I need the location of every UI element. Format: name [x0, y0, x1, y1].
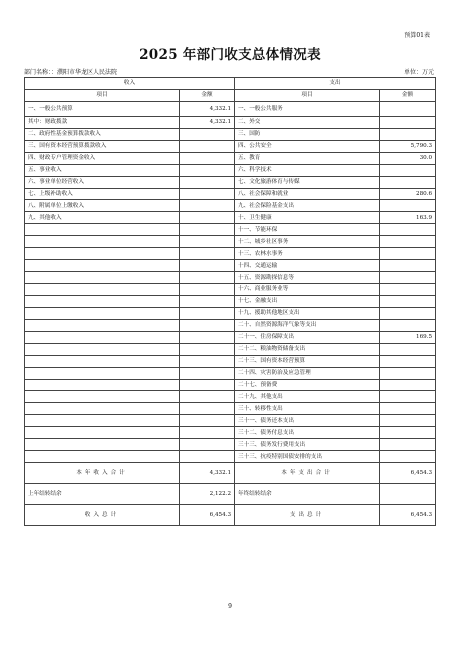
table-row: [25, 188, 436, 200]
table-row: [25, 272, 436, 284]
expense-amount-cell: [380, 248, 436, 260]
expense-item-cell: 二十一、住房保障支出: [235, 331, 380, 343]
expense-amount-cell: 169.5: [380, 331, 436, 343]
expense-item-cell: 二十七、预备费: [235, 379, 380, 391]
income-item-cell: [25, 284, 180, 296]
year-total-row: [25, 463, 436, 484]
income-total-amount: 6,454.3: [180, 505, 235, 526]
expense-item-cell: 十一、节能环保: [235, 224, 380, 236]
income-total-label: 收入总计: [25, 505, 180, 526]
expense-item-cell: 十九、援助其他地区支出: [235, 307, 380, 319]
table-row: [25, 128, 436, 140]
expense-total-amount: 6,454.3: [380, 505, 436, 526]
expense-item-cell: 六、科学技术: [235, 164, 380, 176]
expense-amount-cell: 5,790.3: [380, 140, 436, 152]
expense-amount-cell: [380, 403, 436, 415]
expense-item-cell: 十七、金融支出: [235, 295, 380, 307]
table-body: [25, 101, 436, 462]
expense-amount-cell: [380, 451, 436, 463]
income-item-cell: 八、附属单位上缴收入: [25, 200, 180, 212]
income-amount-cell: [180, 415, 235, 427]
income-item-cell: [25, 307, 180, 319]
income-item-cell: 六、事业单位经营收入: [25, 176, 180, 188]
income-item-cell: [25, 343, 180, 355]
expense-amount-cell: [380, 284, 436, 296]
income-item-cell: [25, 248, 180, 260]
income-amount-cell: [180, 391, 235, 403]
income-item-cell: [25, 451, 180, 463]
income-amount-cell: [180, 355, 235, 367]
expense-amount-cell: [380, 427, 436, 439]
income-header: 收入: [25, 78, 235, 90]
carryover-out-amount: [380, 484, 436, 505]
expense-item-header: 项目: [235, 89, 380, 101]
table-row: [25, 379, 436, 391]
expense-item-cell: 五、教育: [235, 152, 380, 164]
income-amount-cell: [180, 427, 235, 439]
expense-total-label: 支出总计: [235, 505, 380, 526]
income-item-cell: [25, 319, 180, 331]
income-item-cell: [25, 331, 180, 343]
expense-item-cell: 十、卫生健康: [235, 212, 380, 224]
expense-item-cell: 十三、农林水事务: [235, 248, 380, 260]
expense-amount-cell: [380, 116, 436, 128]
expense-amount-cell: [380, 367, 436, 379]
expense-item-cell: 三十三、抗疫特别国债安排的支出: [235, 451, 380, 463]
expense-item-cell: 二十二、粮油物资储备支出: [235, 343, 380, 355]
income-amount-cell: [180, 224, 235, 236]
table-row: [25, 284, 436, 296]
expense-amount-cell: [380, 224, 436, 236]
table-row: [25, 295, 436, 307]
expense-amount-cell: [380, 415, 436, 427]
expense-item-cell: 三十、转移性支出: [235, 403, 380, 415]
expense-amount-cell: 163.9: [380, 212, 436, 224]
year-expense-label: 本年支出合计: [235, 463, 380, 484]
income-amount-cell: [180, 200, 235, 212]
income-amount-cell: [180, 128, 235, 140]
income-amount-cell: 4,332.1: [180, 116, 235, 128]
unit-label: 单位：万元: [403, 69, 434, 76]
expense-item-cell: 八、社会保障和就业: [235, 188, 380, 200]
year-expense-amount: 6,454.3: [380, 463, 436, 484]
income-amount-cell: 4,332.1: [180, 101, 235, 116]
income-amount-cell: [180, 212, 235, 224]
budget-table: [24, 77, 436, 526]
expense-item-cell: 一、一般公共服务: [235, 101, 380, 116]
income-amount-cell: [180, 260, 235, 272]
income-item-cell: [25, 295, 180, 307]
expense-item-cell: 三十一、债务还本支出: [235, 415, 380, 427]
income-item-cell: [25, 379, 180, 391]
income-item-cell: [25, 415, 180, 427]
page-number: 9: [228, 603, 232, 610]
income-amount-cell: [180, 331, 235, 343]
department-name: 部门名称：：濮阳市华龙区人民法院: [24, 69, 118, 76]
table-row: [25, 355, 436, 367]
form-code: 预算01表: [404, 32, 430, 39]
expense-amount-cell: [380, 164, 436, 176]
totals-body: [25, 463, 436, 526]
income-item-cell: 一、一般公共预算: [25, 101, 180, 116]
income-item-cell: [25, 427, 180, 439]
table-row: [25, 367, 436, 379]
expense-amount-cell: [380, 260, 436, 272]
carryover-row: [25, 484, 436, 505]
table-row: [25, 140, 436, 152]
income-item-cell: [25, 391, 180, 403]
expense-item-cell: 十五、资源勘探信息等: [235, 272, 380, 284]
income-amount-cell: [180, 152, 235, 164]
income-amount-cell: [180, 284, 235, 296]
table-row: [25, 212, 436, 224]
expense-item-cell: 三十二、债务付息支出: [235, 427, 380, 439]
expense-amount-cell: [380, 391, 436, 403]
expense-item-cell: 二、外交: [235, 116, 380, 128]
expense-item-cell: 三十三、债务发行费用支出: [235, 439, 380, 451]
table-row: [25, 101, 436, 116]
income-item-header: 项目: [25, 89, 180, 101]
grand-total-row: [25, 505, 436, 526]
income-amount-cell: [180, 272, 235, 284]
table-row: [25, 415, 436, 427]
income-item-cell: [25, 439, 180, 451]
expense-amount-cell: [380, 101, 436, 116]
table-row: [25, 176, 436, 188]
income-item-cell: [25, 236, 180, 248]
income-amount-cell: [180, 248, 235, 260]
year-income-amount: 4,332.1: [180, 463, 235, 484]
income-amount-cell: [180, 367, 235, 379]
expense-item-cell: 三、国防: [235, 128, 380, 140]
table-row: [25, 331, 436, 343]
expense-amount-cell: [380, 319, 436, 331]
income-amount-cell: [180, 403, 235, 415]
income-item-cell: [25, 355, 180, 367]
income-item-cell: [25, 272, 180, 284]
expense-amount-header: 金额: [380, 89, 436, 101]
expense-amount-cell: [380, 200, 436, 212]
expense-item-cell: 二十四、灾害防治及应急管理: [235, 367, 380, 379]
page-title: 2025 年部门收支总体情况表: [139, 47, 321, 63]
table-row: [25, 427, 436, 439]
expense-amount-cell: [380, 128, 436, 140]
table-row: [25, 343, 436, 355]
table-row: [25, 236, 436, 248]
expense-item-cell: 十二、城乡社区事务: [235, 236, 380, 248]
income-item-cell: [25, 403, 180, 415]
table-row: [25, 307, 436, 319]
expense-amount-cell: [380, 355, 436, 367]
year-income-label: 本年收入合计: [25, 463, 180, 484]
income-amount-cell: [180, 439, 235, 451]
expense-amount-cell: [380, 307, 436, 319]
expense-item-cell: 二十九、其他支出: [235, 391, 380, 403]
expense-item-cell: 九、社会保险基金支出: [235, 200, 380, 212]
table-row: [25, 403, 436, 415]
expense-item-cell: 二十三、国有资本经营预算: [235, 355, 380, 367]
income-amount-cell: [180, 319, 235, 331]
table-row: [25, 451, 436, 463]
carryover-in-amount: 2,122.2: [180, 484, 235, 505]
income-item-cell: 九、其他收入: [25, 212, 180, 224]
income-item-cell: 四、财政专户管理资金收入: [25, 152, 180, 164]
expense-item-cell: 二十、自然资源海洋气象等支出: [235, 319, 380, 331]
income-item-cell: 五、事业收入: [25, 164, 180, 176]
expense-item-cell: 四、公共安全: [235, 140, 380, 152]
income-item-cell: 其中：财政拨款: [25, 116, 180, 128]
expense-amount-cell: 30.0: [380, 152, 436, 164]
table-row: [25, 319, 436, 331]
income-amount-cell: [180, 176, 235, 188]
income-amount-cell: [180, 307, 235, 319]
meta-line: [24, 67, 434, 77]
table-row: [25, 248, 436, 260]
income-amount-cell: [180, 451, 235, 463]
income-amount-cell: [180, 343, 235, 355]
expense-item-cell: 十四、交通运输: [235, 260, 380, 272]
expense-amount-cell: [380, 236, 436, 248]
table-row: [25, 164, 436, 176]
table-row: [25, 200, 436, 212]
expense-header: 支出: [235, 78, 436, 90]
table-row: [25, 260, 436, 272]
expense-amount-cell: 280.6: [380, 188, 436, 200]
income-amount-cell: [180, 379, 235, 391]
expense-item-cell: 七、文化旅游体育与传媒: [235, 176, 380, 188]
income-amount-header: 金额: [180, 89, 235, 101]
carryover-out-label: 年终结转结余: [235, 484, 380, 505]
income-item-cell: 二、政府性基金预算拨款收入: [25, 128, 180, 140]
table-row: [25, 391, 436, 403]
expense-item-cell: 十六、商业服务业等: [235, 284, 380, 296]
income-item-cell: [25, 224, 180, 236]
income-amount-cell: [180, 295, 235, 307]
income-amount-cell: [180, 140, 235, 152]
expense-amount-cell: [380, 176, 436, 188]
expense-amount-cell: [380, 272, 436, 284]
table-row: [25, 152, 436, 164]
income-item-cell: 七、上级补助收入: [25, 188, 180, 200]
table-row: [25, 224, 436, 236]
income-item-cell: [25, 260, 180, 272]
expense-amount-cell: [380, 439, 436, 451]
expense-amount-cell: [380, 343, 436, 355]
table-row: [25, 439, 436, 451]
income-amount-cell: [180, 236, 235, 248]
expense-amount-cell: [380, 295, 436, 307]
income-amount-cell: [180, 188, 235, 200]
income-item-cell: 三、国有资本经营预算拨款收入: [25, 140, 180, 152]
carryover-in-label: 上年结转结余: [25, 484, 180, 505]
income-amount-cell: [180, 164, 235, 176]
income-item-cell: [25, 367, 180, 379]
expense-amount-cell: [380, 379, 436, 391]
table-row: [25, 116, 436, 128]
